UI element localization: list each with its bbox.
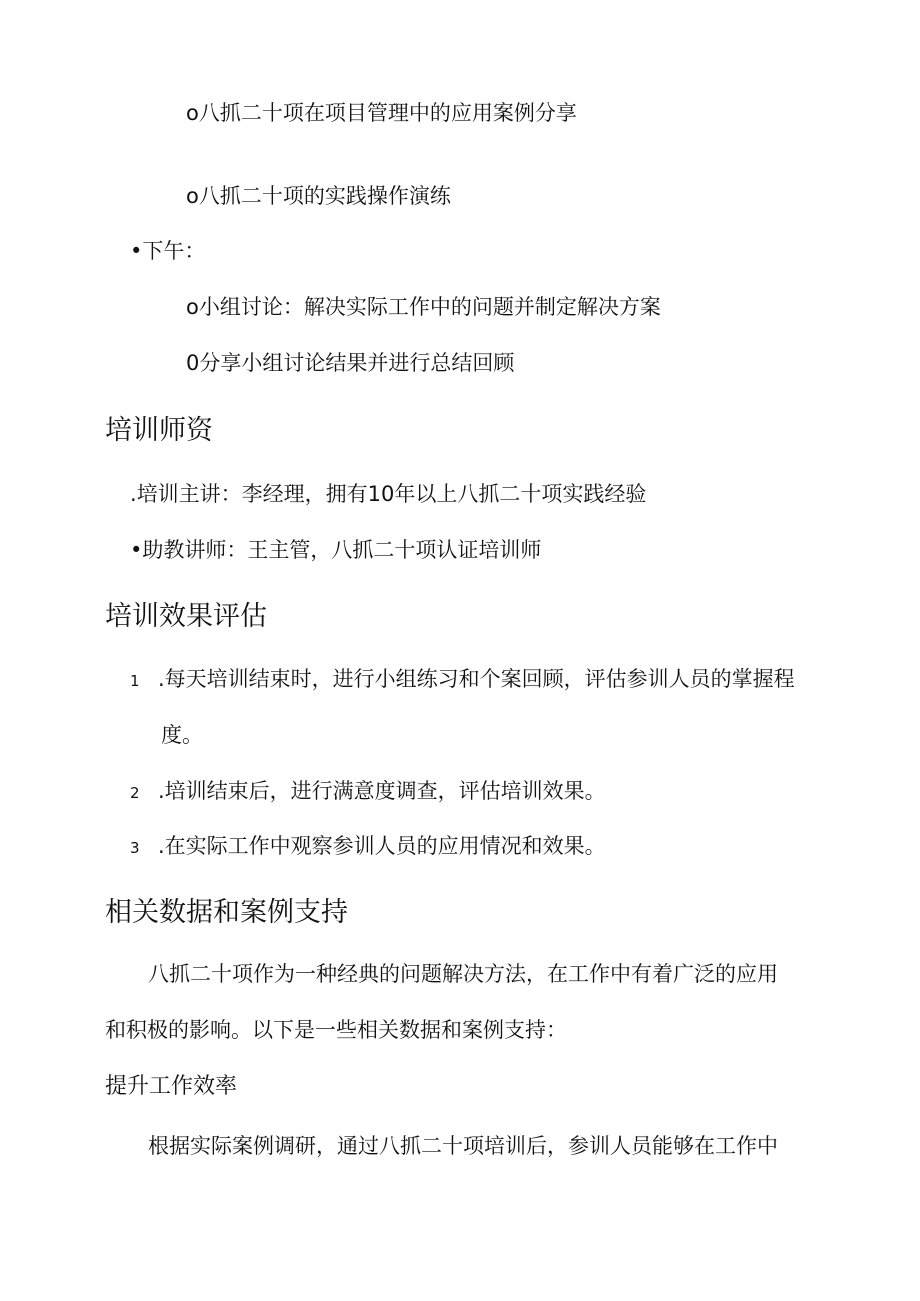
list-marker: o xyxy=(186,101,199,125)
list-item-text: 分享小组讨论结果并进行总结回顾 xyxy=(199,351,515,375)
list-item xyxy=(130,669,795,690)
list-item xyxy=(186,297,661,318)
list-item xyxy=(186,186,451,207)
list-item-text: 助教讲师：王主管，八抓二十项认证培训师 xyxy=(142,538,542,562)
list-number: 3 xyxy=(130,839,140,857)
list-item xyxy=(130,540,541,561)
paragraph-line: 和积极的影响。以下是一些相关数据和案例支持： xyxy=(105,1018,567,1042)
list-item-text: 八抓二十项的实践操作演练 xyxy=(198,184,451,208)
list-number: 1 xyxy=(130,672,140,690)
afternoon-label xyxy=(130,241,205,262)
afternoon-label-text: 下午： xyxy=(142,239,206,263)
list-item xyxy=(130,836,606,857)
list-marker: o xyxy=(186,184,199,208)
subheading: 提升工作效率 xyxy=(105,1074,238,1099)
list-item-text: .在实际工作中观察参训人员的应用情况和效果。 xyxy=(158,834,606,858)
list-item xyxy=(130,781,606,802)
list-item-continuation: 度。 xyxy=(161,723,203,747)
list-item xyxy=(186,103,577,124)
bullet-icon: • xyxy=(130,538,143,562)
support-heading: 相关数据和案例支持 xyxy=(105,897,348,928)
bullet-icon: • xyxy=(130,239,143,263)
trainers-heading: 培训师资 xyxy=(105,415,213,446)
list-number: 2 xyxy=(130,784,140,802)
list-item-text: 八抓二十项在项目管理中的应用案例分享 xyxy=(198,101,577,125)
paragraph-line: 八抓二十项作为一种经典的问题解决方法，在工作中有着广泛的应用 xyxy=(148,962,778,986)
list-item-text: 培训主讲：李经理，拥有10年以上八抓二十项实践经验 xyxy=(136,482,647,506)
evaluation-heading: 培训效果评估 xyxy=(105,601,267,632)
list-marker: o xyxy=(186,295,199,319)
list-item xyxy=(186,353,514,374)
list-item xyxy=(130,484,646,505)
list-item-text: .每天培训结束时，进行小组练习和个案回顾，评估参训人员的掌握程 xyxy=(158,667,795,691)
list-marker: 0 xyxy=(186,351,200,375)
paragraph-line: 根据实际案例调研，通过八抓二十项培训后，参训人员能够在工作中 xyxy=(148,1134,778,1158)
list-item-text: .培训结束后，进行满意度调查，评估培训效果。 xyxy=(158,779,606,803)
list-marker: . xyxy=(130,482,137,506)
list-item-text: 小组讨论：解决实际工作中的问题并制定解决方案 xyxy=(198,295,661,319)
